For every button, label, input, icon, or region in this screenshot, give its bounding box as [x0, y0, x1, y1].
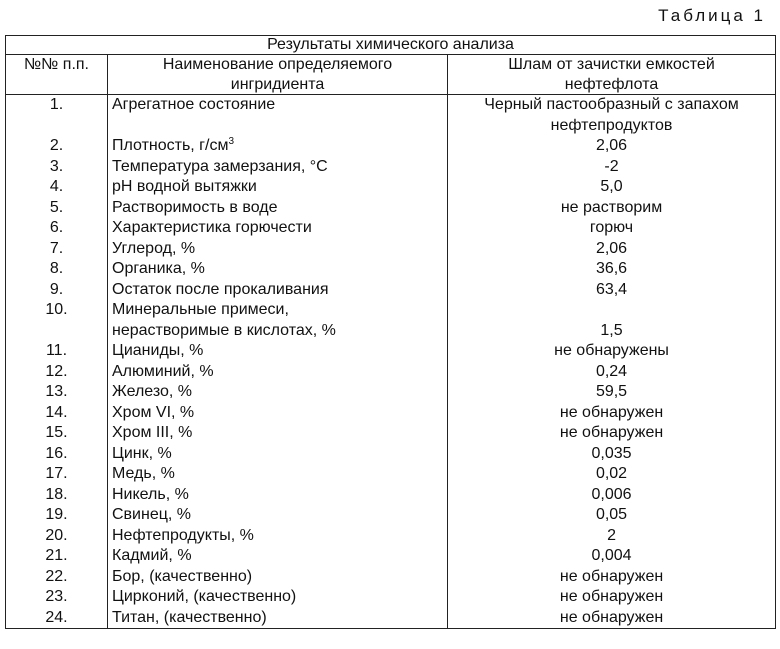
table-row	[6, 198, 776, 219]
table-row	[6, 403, 776, 424]
row-name-text: Плотность, г/см	[112, 137, 229, 154]
row-number: 2.	[6, 136, 108, 157]
row-number: 4.	[6, 177, 108, 198]
row-name: Медь, %	[108, 464, 448, 485]
row-value: 63,4	[448, 280, 776, 301]
row-value: не обнаружен	[448, 587, 776, 608]
row-value: 59,5	[448, 382, 776, 403]
table-row	[6, 382, 776, 403]
row-number: 9.	[6, 280, 108, 301]
row-name: Железо, %	[108, 382, 448, 403]
row-number: 16.	[6, 444, 108, 465]
row-value: не обнаружен	[448, 403, 776, 424]
row-value: 1,5	[448, 300, 776, 341]
table-title: Результаты химического анализа	[6, 36, 776, 55]
row-name: Бор, (качественно)	[108, 567, 448, 588]
row-name: Характеристика горючести	[108, 218, 448, 239]
row-name: Цианиды, %	[108, 341, 448, 362]
row-name: Температура замерзания, °С	[108, 157, 448, 178]
table-row	[6, 177, 776, 198]
row-number: 10.	[6, 300, 108, 341]
row-name: Хром VI, %	[108, 403, 448, 424]
row-number: 3.	[6, 157, 108, 178]
table-row	[6, 218, 776, 239]
table-row	[6, 505, 776, 526]
table-caption: Таблица 1	[658, 6, 766, 25]
row-name: Цинк, %	[108, 444, 448, 465]
row-value: -2	[448, 157, 776, 178]
row-number: 7.	[6, 239, 108, 260]
row-number: 14.	[6, 403, 108, 424]
row-name-line2: нерастворимые в кислотах, %	[112, 321, 336, 339]
table-header-row	[6, 55, 776, 95]
row-number: 1.	[6, 95, 108, 137]
row-name: Хром III, %	[108, 423, 448, 444]
row-number: 13.	[6, 382, 108, 403]
row-value: 2,06	[448, 239, 776, 260]
header-number-label: №№ п.п.	[24, 56, 89, 73]
row-number: 18.	[6, 485, 108, 506]
row-number: 11.	[6, 341, 108, 362]
row-value: не обнаружен	[448, 608, 776, 629]
row-number: 24.	[6, 608, 108, 629]
row-value: 2,06	[448, 136, 776, 157]
row-value	[448, 95, 776, 137]
row-name: Остаток после прокаливания	[108, 280, 448, 301]
table-row	[6, 444, 776, 465]
row-value: не обнаружен	[448, 567, 776, 588]
row-name: Нефтепродукты, %	[108, 526, 448, 547]
row-name: рН водной вытяжки	[108, 177, 448, 198]
row-value: 0,24	[448, 362, 776, 383]
row-name	[108, 300, 448, 341]
table-title-row	[6, 36, 776, 55]
row-number: 21.	[6, 546, 108, 567]
header-value-line2: нефтефлота	[564, 75, 659, 93]
header-number	[6, 55, 108, 95]
row-name: Свинец, %	[108, 505, 448, 526]
row-value: не обнаружены	[448, 341, 776, 362]
row-value: 36,6	[448, 259, 776, 280]
row-number: 19.	[6, 505, 108, 526]
table-row	[6, 136, 776, 157]
row-value: 0,02	[448, 464, 776, 485]
row-value: 2	[448, 526, 776, 547]
table-row	[6, 362, 776, 383]
row-name: Цирконий, (качественно)	[108, 587, 448, 608]
row-name-superscript: 3	[228, 136, 235, 147]
row-number: 23.	[6, 587, 108, 608]
table-row	[6, 157, 776, 178]
header-value-line1: Шлам от зачистки емкостей	[508, 56, 715, 73]
row-name	[108, 136, 448, 157]
row-name: Углерод, %	[108, 239, 448, 260]
row-value: 5,0	[448, 177, 776, 198]
row-number: 5.	[6, 198, 108, 219]
row-name: Органика, %	[108, 259, 448, 280]
table-row	[6, 280, 776, 301]
row-value: 0,004	[448, 546, 776, 567]
row-name-line1: Минеральные примеси,	[112, 301, 289, 318]
row-name: Растворимость в воде	[108, 198, 448, 219]
row-value: 0,006	[448, 485, 776, 506]
table-row	[6, 546, 776, 567]
row-name: Никель, %	[108, 485, 448, 506]
row-value: 0,05	[448, 505, 776, 526]
row-name: Агрегатное состояние	[108, 95, 448, 137]
header-name	[108, 55, 448, 95]
table-row	[6, 300, 776, 341]
table-row	[6, 239, 776, 260]
table-row	[6, 608, 776, 629]
row-value-line1: Черный пастообразный с запахом	[484, 96, 739, 113]
row-name: Титан, (качественно)	[108, 608, 448, 629]
row-name: Алюминий, %	[108, 362, 448, 383]
row-number: 6.	[6, 218, 108, 239]
row-number: 15.	[6, 423, 108, 444]
table-row	[6, 485, 776, 506]
chemical-analysis-table	[5, 35, 776, 629]
row-number: 12.	[6, 362, 108, 383]
table-row	[6, 526, 776, 547]
table-row	[6, 95, 776, 137]
row-value: не обнаружен	[448, 423, 776, 444]
table-row	[6, 567, 776, 588]
table-row	[6, 341, 776, 362]
header-value	[448, 55, 776, 95]
table-row	[6, 587, 776, 608]
row-number: 22.	[6, 567, 108, 588]
row-value: не растворим	[448, 198, 776, 219]
row-value-line2: нефтепродуктов	[550, 116, 673, 134]
header-name-line1: Наименование определяемого	[162, 56, 393, 73]
table-row	[6, 423, 776, 444]
table-row	[6, 464, 776, 485]
row-number: 20.	[6, 526, 108, 547]
row-number: 8.	[6, 259, 108, 280]
row-value: горюч	[448, 218, 776, 239]
header-name-line2: ингридиента	[230, 75, 325, 93]
row-number: 17.	[6, 464, 108, 485]
row-name: Кадмий, %	[108, 546, 448, 567]
table-row	[6, 259, 776, 280]
row-value: 0,035	[448, 444, 776, 465]
